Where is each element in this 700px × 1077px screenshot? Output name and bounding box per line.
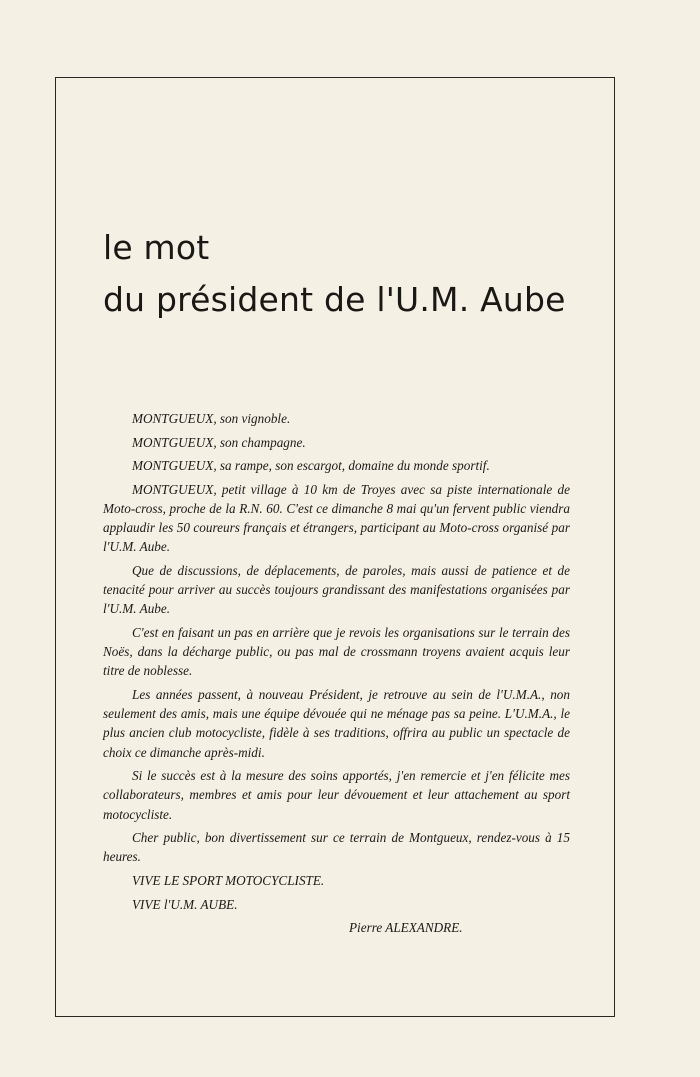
paragraph-remerciements: Si le succès est à la mesure des soins apportés, j'en remercie et j'en félicite mes collaborateurs, membres et amis pour leur dévouement et leur attachement au sport motocycliste. — [103, 768, 570, 822]
paragraph-champagne: MONTGUEUX, son champagne. — [132, 434, 306, 450]
title-line-2: du président de l'U.M. Aube — [103, 280, 566, 319]
page-title — [103, 222, 566, 326]
letter-body — [103, 409, 570, 942]
paragraph-cher-public: Cher public, bon divertissement sur ce terrain de Montgueux, rendez-vous à 15 heures. — [103, 830, 570, 865]
title-line-1: le mot — [103, 228, 210, 267]
paragraph-rampe: MONTGUEUX, sa rampe, son escargot, domaine du monde sportif. — [132, 458, 490, 474]
paragraph-vignoble: MONTGUEUX, son vignoble. — [132, 411, 291, 426]
signature: Pierre ALEXANDRE. — [349, 920, 463, 936]
paragraph-vive-uma: VIVE l'U.M. AUBE. — [132, 896, 238, 912]
paragraph-president: Les années passent, à nouveau Président, je retrouve au sein de l'U.M.A., non seulement des amis, mais une équipe dévouée qui ne ménage pas sa peine. L'U.M.A., le plus ancien club motocycliste, fidèle à ses traditions, offrira au public un spectacle de choix ce dimanche après-midi. — [103, 686, 570, 760]
paragraph-village: MONTGUEUX, petit village à 10 km de Troyes avec sa piste internationale de Moto-cross, proche de la R.N. 60. C'est ce dimanche 8 mai qu'un fervent public viendra applaudir les 50 coureurs français et étrangers, participant au Moto-cross organisé par l'U.M. Aube. — [103, 481, 570, 555]
paragraph-souvenirs: C'est en faisant un pas en arrière que je revois les organisations sur le terrain des Noës, dans la décharge public, ou pas mal de crossmann troyens avaient acquis leur titre de noblesse. — [103, 624, 570, 679]
paragraph-discussions: Que de discussions, de déplacements, de paroles, mais aussi de patience et de tenacité pour arriver au succès toujours grandissant des manifestations organisées par l'U.M. Aube. — [103, 562, 570, 617]
paragraph-vive-sport: VIVE LE SPORT MOTOCYCLISTE. — [132, 872, 325, 888]
